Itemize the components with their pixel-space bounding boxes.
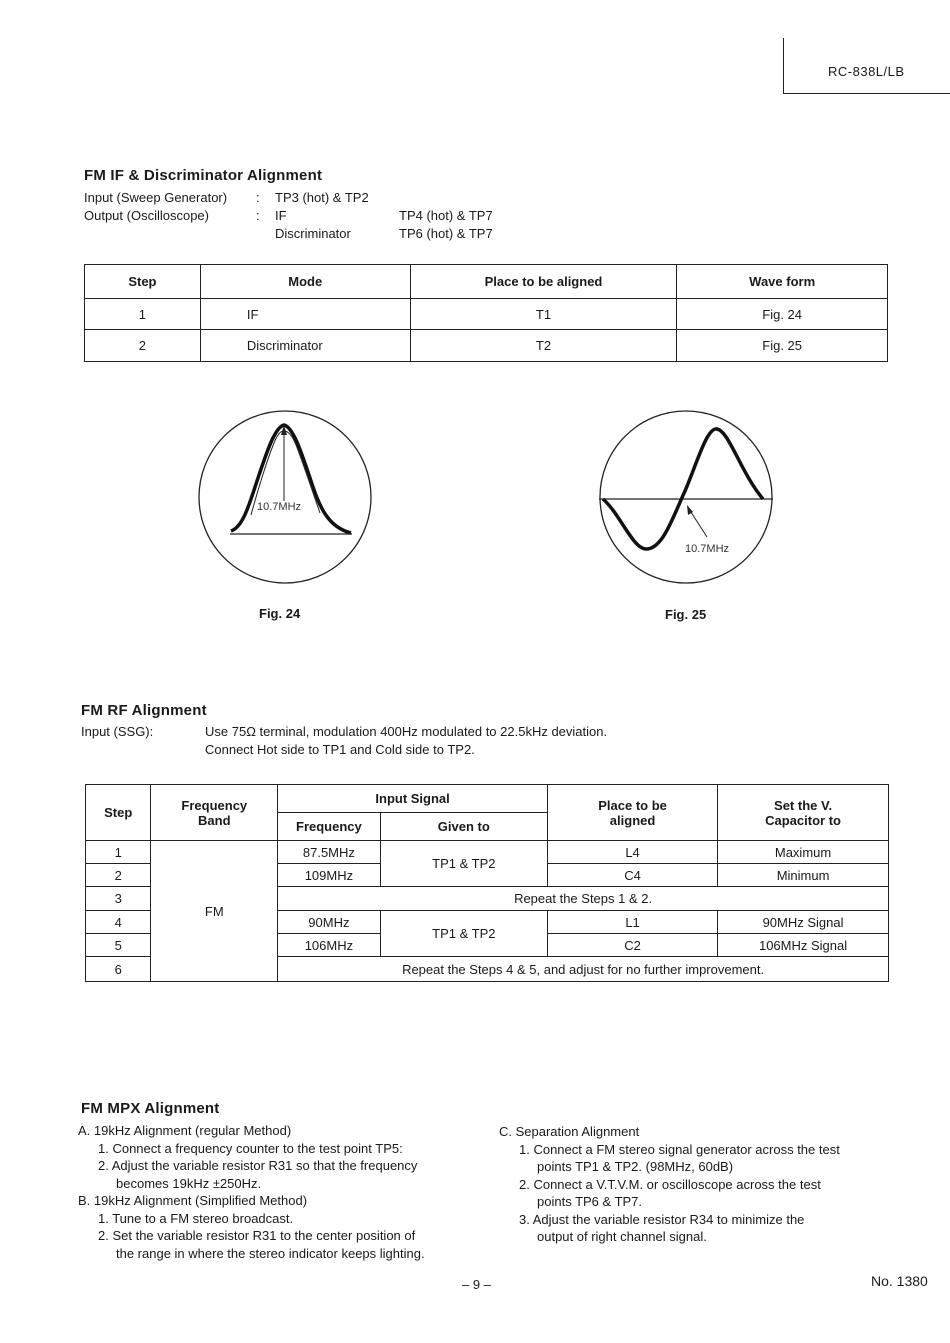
table-row	[85, 299, 888, 330]
list-item: 2. Adjust the variable resistor R31 so that the frequency	[98, 1158, 418, 1173]
bell-response-curve	[231, 425, 351, 533]
page-number: – 9 –	[462, 1277, 491, 1292]
cell-mode: IF	[200, 299, 410, 330]
table-row	[85, 330, 888, 362]
cell-step: 1	[85, 299, 201, 330]
cell-mode: Discriminator	[200, 330, 410, 362]
header-rule-vertical	[783, 38, 784, 94]
fig25-caption: Fig. 25	[665, 607, 707, 622]
list-item: points TP1 & TP2. (98MHz, 60dB)	[537, 1159, 734, 1174]
col-header-step: Step	[86, 785, 151, 841]
fm-if-input-value: TP3 (hot) & TP2	[275, 190, 369, 205]
list-item: 1. Tune to a FM stereo broadcast.	[98, 1210, 294, 1226]
cell-place: T2	[410, 330, 677, 362]
fm-mpx-left-column	[78, 1122, 425, 1262]
cell-waveform: Fig. 24	[677, 299, 888, 330]
cell-given-to: TP1 & TP2	[380, 911, 547, 957]
scope-circle	[600, 411, 772, 583]
fm-rf-line2: Connect Hot side to TP1 and Cold side to TP2.	[205, 742, 475, 757]
col-header-place: Place to be aligned	[548, 785, 718, 841]
col-header-mode: Mode	[200, 265, 410, 299]
cell-frequency: 106MHz	[278, 934, 380, 957]
col-header-band: Frequency Band	[151, 785, 278, 841]
col-header-step: Step	[85, 265, 201, 299]
scope-circle	[199, 411, 371, 583]
list-item: 1. Connect a FM stereo signal generator across the test	[519, 1141, 840, 1157]
fm-rf-line1: Use 75Ω terminal, modulation 400Hz modulated to 22.5kHz deviation.	[205, 724, 608, 739]
cell-note: Repeat the Steps 1 & 2.	[278, 887, 889, 911]
table-row	[86, 841, 889, 864]
list-item: 2. Set the variable resistor R31 to the center position of	[98, 1228, 416, 1243]
fig25-frequency-label: 10.7MHz	[685, 543, 730, 555]
list-item: C. Separation Alignment	[499, 1124, 640, 1139]
fig24-frequency-label: 10.7MHz	[257, 501, 302, 513]
list-item: 2. Connect a V.T.V.M. or oscilloscope across the test	[519, 1176, 821, 1192]
fm-rf-input-label: Input (SSG):	[81, 724, 154, 739]
header-rule-horizontal	[783, 93, 950, 94]
fig24-scope-diagram	[195, 405, 375, 590]
cell-capacitor: Maximum	[718, 841, 889, 864]
fm-if-output-if: IF	[275, 208, 287, 223]
cell-capacitor: 90MHz Signal	[718, 911, 889, 934]
fm-mpx-title: FM MPX Alignment	[81, 1100, 220, 1117]
cell-frequency: 90MHz	[278, 911, 380, 934]
cell-frequency: 87.5MHz	[278, 841, 380, 864]
fm-rf-table	[85, 784, 889, 982]
cell-place: L1	[548, 911, 718, 934]
fm-if-title: FM IF & Discriminator Alignment	[84, 167, 323, 184]
col-header-frequency: Frequency	[278, 813, 380, 841]
cell-step: 2	[86, 864, 151, 887]
list-item: B. 19kHz Alignment (Simplified Method)	[78, 1193, 308, 1208]
table-header-row	[85, 265, 888, 299]
cell-place: C2	[548, 934, 718, 957]
cell-given-to: TP1 & TP2	[380, 841, 547, 887]
list-item: points TP6 & TP7.	[537, 1194, 643, 1209]
cell-step: 6	[86, 957, 151, 982]
list-item: becomes 19kHz ±250Hz.	[116, 1175, 262, 1191]
cell-place: L4	[548, 841, 718, 864]
cell-band: FM	[151, 841, 278, 982]
col-header-input-signal: Input Signal	[278, 785, 548, 813]
fm-if-output-disc: Discriminator	[275, 226, 351, 241]
cell-step: 3	[86, 887, 151, 911]
list-item: output of right channel signal.	[537, 1229, 707, 1244]
marker-line	[689, 509, 707, 537]
fm-if-input-sep: :	[256, 190, 260, 205]
cell-capacitor: 106MHz Signal	[718, 934, 889, 957]
fm-if-output-sep: :	[256, 208, 260, 223]
fig24-caption: Fig. 24	[259, 606, 301, 621]
col-header-capacitor: Set the V. Capacitor to	[718, 785, 889, 841]
s-discriminator-curve	[603, 429, 763, 549]
cell-step: 2	[85, 330, 201, 362]
document-number: No. 1380	[871, 1273, 928, 1289]
table-header-row	[86, 785, 889, 813]
col-header-given-to: Given to	[380, 813, 547, 841]
cell-place: T1	[410, 299, 677, 330]
col-header-place: Place to be aligned	[410, 265, 677, 299]
cell-waveform: Fig. 25	[677, 330, 888, 362]
cell-capacitor: Minimum	[718, 864, 889, 887]
cell-step: 1	[86, 841, 151, 864]
cell-note: Repeat the Steps 4 & 5, and adjust for no further improvement.	[278, 957, 889, 982]
fm-rf-title: FM RF Alignment	[81, 702, 207, 719]
list-item: 1. Connect a frequency counter to the test point TP5:	[98, 1140, 403, 1156]
cell-step: 5	[86, 934, 151, 957]
fm-if-input-label: Input (Sweep Generator)	[84, 190, 228, 205]
col-header-waveform: Wave form	[677, 265, 888, 299]
fig25-scope-diagram	[595, 405, 780, 590]
fm-mpx-right-column	[499, 1123, 840, 1246]
cell-step: 4	[86, 911, 151, 934]
list-item: the range in where the stereo indicator keeps lighting.	[116, 1245, 425, 1261]
list-item: A. 19kHz Alignment (regular Method)	[78, 1123, 292, 1138]
fm-if-output-if-tp: TP4 (hot) & TP7	[399, 208, 493, 223]
fm-if-table	[84, 264, 888, 362]
cell-frequency: 109MHz	[278, 864, 380, 887]
list-item: 3. Adjust the variable resistor R34 to minimize the	[519, 1211, 805, 1227]
fm-if-output-label: Output (Oscilloscope)	[84, 208, 209, 223]
model-number: RC-838L/LB	[828, 64, 905, 79]
cell-place: C4	[548, 864, 718, 887]
fm-if-output-disc-tp: TP6 (hot) & TP7	[399, 226, 493, 241]
